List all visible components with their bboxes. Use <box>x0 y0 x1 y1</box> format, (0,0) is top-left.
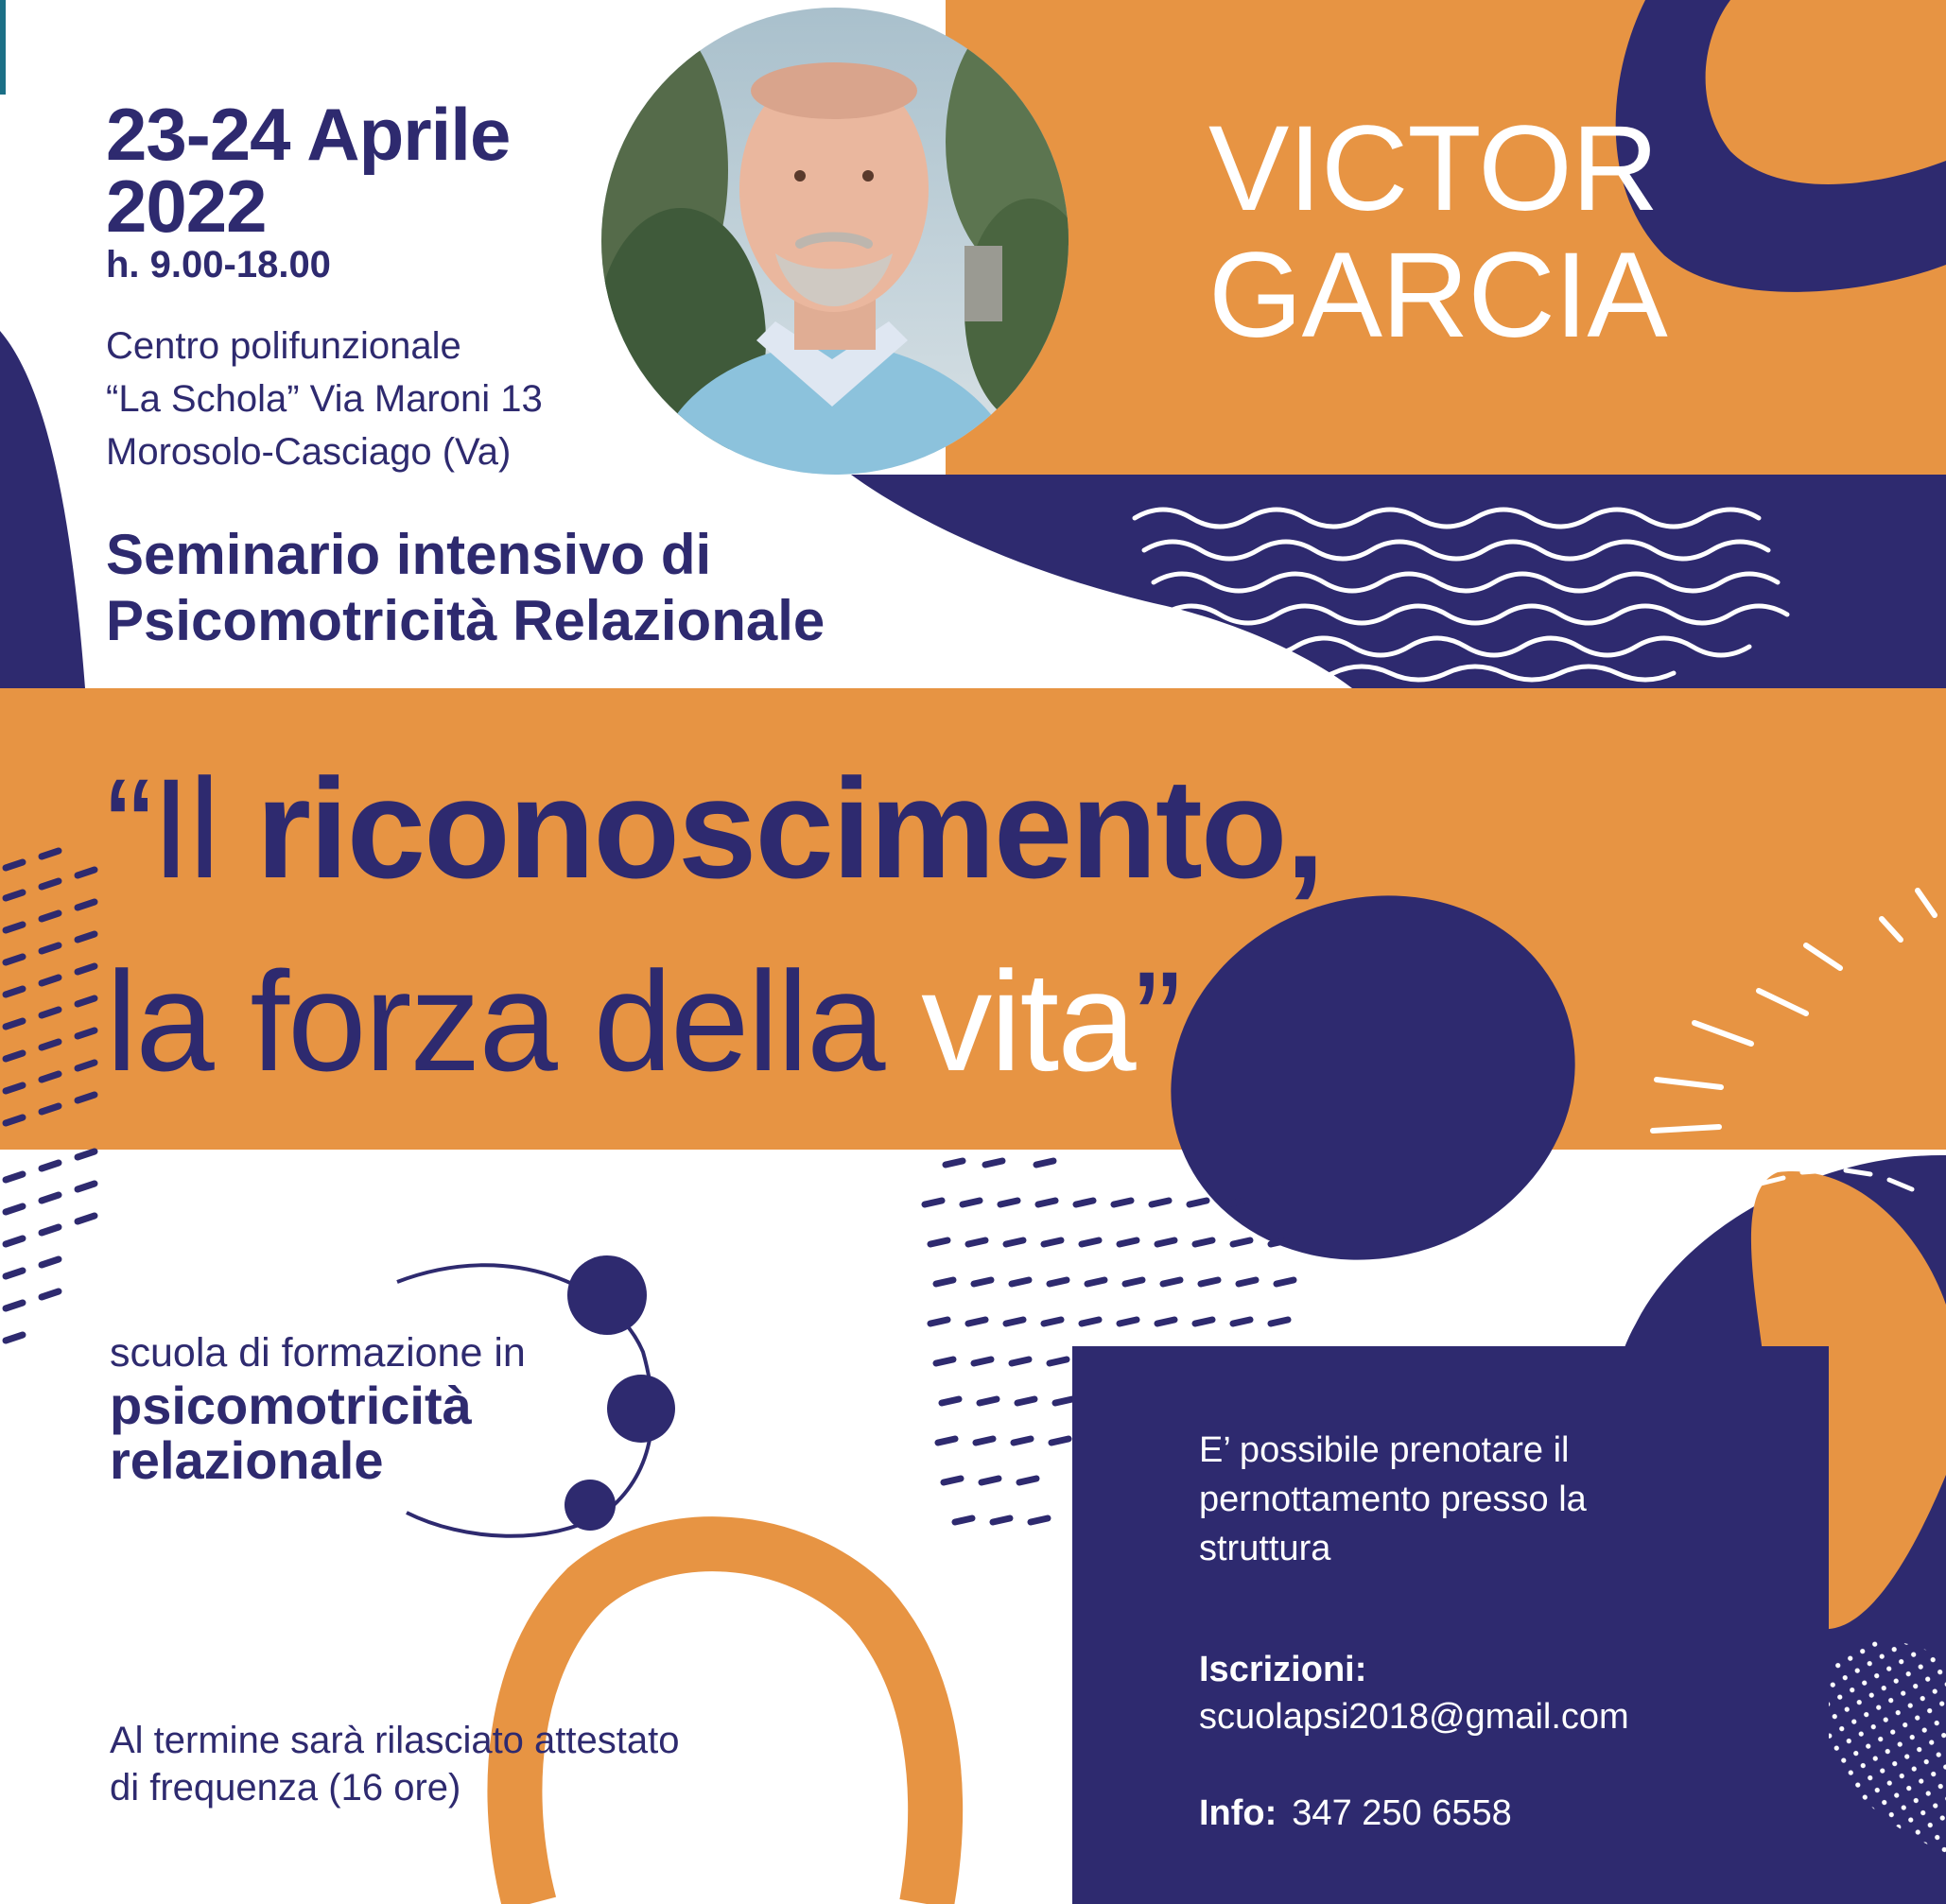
quote-close-mark: ” <box>1134 942 1180 1100</box>
quote-line-1 <box>106 749 1324 908</box>
quote-part-1: Il <box>150 749 256 908</box>
event-date-day: 23-24 Aprile <box>106 93 511 176</box>
registration-email[interactable]: scuolapsi2018@gmail.com <box>1199 1697 1629 1737</box>
venue-line-3: Morosolo-Casciago (Va) <box>106 431 512 473</box>
venue-line-2: “La Schola” Via Maroni 13 <box>106 378 543 420</box>
certificate-note <box>110 1717 679 1811</box>
venue-line-1: Centro polifunzionale <box>106 325 461 367</box>
lodging-note <box>1199 1426 1587 1573</box>
info-phone[interactable]: 347 250 6558 <box>1292 1793 1512 1833</box>
navy-wave-band <box>851 475 1946 688</box>
quote-line-2 <box>106 942 1180 1100</box>
school-name-bold <box>110 1378 472 1488</box>
seminar-title-line-1: Seminario intensivo di <box>106 523 712 586</box>
speaker-first-name: VICTOR <box>1208 101 1659 236</box>
seminar-title <box>106 522 825 654</box>
lodging-line-2: pernottamento presso la <box>1199 1480 1587 1519</box>
event-date-year: 2022 <box>106 164 267 248</box>
left-teal-bar <box>0 0 6 95</box>
info-line <box>1199 1791 1512 1836</box>
event-hours: h. 9.00-18.00 <box>106 244 331 286</box>
quote-part-2: la forza della <box>106 942 884 1100</box>
lodging-line-1: E’ possibile prenotare il <box>1199 1430 1570 1470</box>
quote-highlight-word: vita <box>921 942 1135 1100</box>
school-name-line-3: relazionale <box>110 1430 384 1490</box>
school-name-line-2: psicomotricità <box>110 1376 472 1435</box>
event-date <box>106 93 511 248</box>
school-name-line-1: scuola di formazione in <box>110 1330 526 1376</box>
registration-label: Iscrizioni: <box>1199 1650 1367 1689</box>
certificate-line-1: Al termine sarà rilasciato attestato <box>110 1720 680 1761</box>
speaker-name <box>1208 101 1667 363</box>
speaker-last-name: GARCIA <box>1208 228 1667 363</box>
lodging-line-3: struttura <box>1199 1529 1331 1568</box>
quote-bold-word: riconoscimento, <box>255 749 1324 908</box>
info-label: Info: <box>1199 1793 1277 1833</box>
certificate-line-2: di frequenza (16 ore) <box>110 1767 461 1809</box>
seminar-title-line-2: Psicomotricità Relazionale <box>106 589 825 652</box>
left-navy-blob <box>0 331 85 688</box>
event-venue <box>106 320 543 478</box>
quote-open-mark: “ <box>106 749 151 908</box>
